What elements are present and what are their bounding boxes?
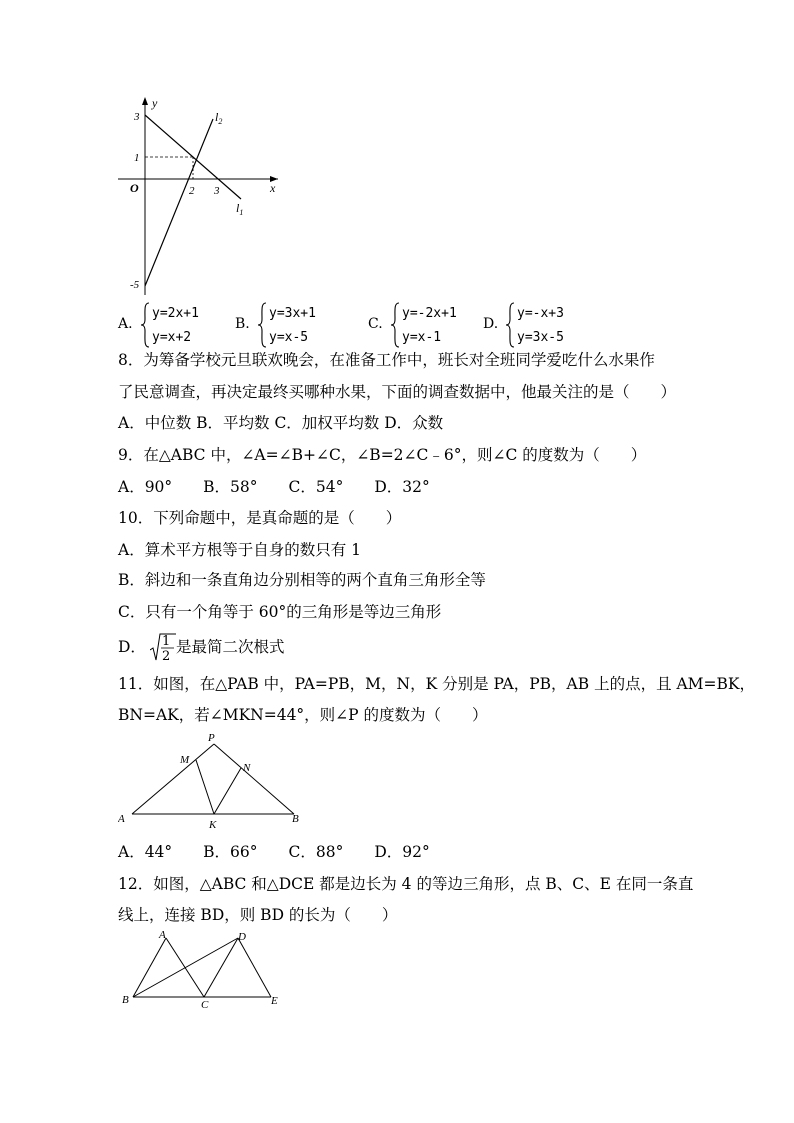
side-pb [214,744,294,814]
q10-option-d-prefix: D． [118,638,146,656]
sqrt-fraction [150,633,176,663]
label-a: A [159,929,166,941]
q10-stem: 10．下列命题中，是真命题的是（ ） [118,509,402,527]
triangle-pab-figure [118,730,318,836]
triangle-pab-svg [118,730,318,832]
line-l1-label: $l_1$ [236,201,244,217]
q7-option-a-label: A. [118,316,133,332]
q9-stem: 9．在△ABC 中，∠A=∠B+∠C，∠B=2∠C﹣6°，则∠C 的度数为（ ） [118,446,647,464]
q7-options [118,302,718,350]
y-tick-3: 3 [134,111,140,123]
equilateral-triangles-figure [118,928,298,1016]
label-e: E [271,995,278,1007]
side-de [238,938,271,997]
label-d: D [238,931,246,943]
q12-stem-line2: 线上，连接 BD，则 BD 的长为（ ） [118,906,398,924]
q11-options[interactable]: A．44° B．66° C．88° D．92° [118,843,430,861]
q8-stem-line2: 了民意调查，再决定最终买哪种水果，下面的调查数据中，他最关注的是（ ） [118,383,677,401]
brace-icon [390,302,400,348]
q10-option-a[interactable]: A．算术平方根等于自身的数只有 1 [118,541,361,559]
fraction-denominator: 2 [161,649,171,664]
brace-icon [140,302,150,348]
q12-stem-line1: 12．如图，△ABC 和△DCE 都是边长为 4 的等边三角形，点 B、C、E 在同一条直 [118,875,694,893]
y-tick-minus5: -5 [130,279,140,291]
brace-icon [505,302,515,348]
q8-options[interactable]: A．中位数 B．平均数 C．加权平均数 D．众数 [118,414,444,432]
q7-option-b-label: B. [235,316,250,332]
q7-option-b-system [269,302,316,350]
label-c: C [201,999,209,1011]
q7-option-c-eq1: y=-2x+1 [402,306,457,321]
coordinate-graph [118,95,288,304]
side-cd [204,938,238,997]
q10-option-d-suffix: 是最简二次根式 [175,638,285,656]
q7-option-d-eq1: y=-x+3 [517,306,564,321]
x-axis-label: x [270,181,276,195]
fraction-numerator: 1 [161,634,171,649]
q7-option-a-eq1: y=2x+1 [152,306,199,321]
q7-option-c-eq2: y=x-1 [402,330,442,345]
label-b: B [122,994,129,1006]
label-n: N [243,762,251,774]
label-p: P [208,732,215,744]
origin-label: O [130,181,139,195]
q7-option-a-eq2: y=x+2 [152,330,192,345]
y-tick-1: 1 [134,152,140,164]
q7-option-c-label: C. [368,316,383,332]
label-k: K [209,819,217,831]
q7-option-b-eq1: y=3x+1 [269,306,316,321]
q11-stem-line1: 11．如图，在△PAB 中，PA=PB，M，N，K 分别是 PA，PB，AB 上的点，且 AM=BK， [118,675,756,693]
q10-option-c[interactable]: C．只有一个角等于 60°的三角形是等边三角形 [118,603,442,621]
label-a: A [118,813,125,825]
segment-mk [196,760,214,814]
q10-option-d[interactable] [118,633,284,663]
y-axis-arrow [142,97,148,105]
q8-stem-line1: 8．为筹备学校元旦联欢晚会，在准备工作中，班长对全班同学爱吃什么水果作 [118,351,655,369]
segment-bd [133,938,238,997]
brace-icon [257,302,267,348]
x-tick-2: 2 [189,185,195,197]
q9-options[interactable]: A．90° B．58° C．54° D．32° [118,478,430,496]
segment-kn [214,768,241,814]
label-b: B [292,813,299,825]
coordinate-graph-svg [118,95,288,300]
label-m: M [180,754,190,766]
q7-option-d-eq2: y=3x-5 [517,330,564,345]
q10-option-b[interactable]: B．斜边和一条直角边分别相等的两个直角三角形全等 [118,571,486,589]
q7-option-c-system [402,302,457,350]
equilateral-triangles-svg [118,928,298,1012]
q7-option-a-system [152,302,199,350]
side-pa [132,744,214,814]
x-tick-3: 3 [214,185,220,197]
y-axis-label: y [152,96,158,110]
line-l2-label: $l_2$ [215,110,223,126]
q7-option-b-eq2: y=x-5 [269,330,309,345]
q11-stem-line2: BN=AK，若∠MKN=44°，则∠P 的度数为（ ） [118,706,488,724]
q7-option-d-system [517,302,564,350]
q7-option-d-label: D. [483,316,499,332]
